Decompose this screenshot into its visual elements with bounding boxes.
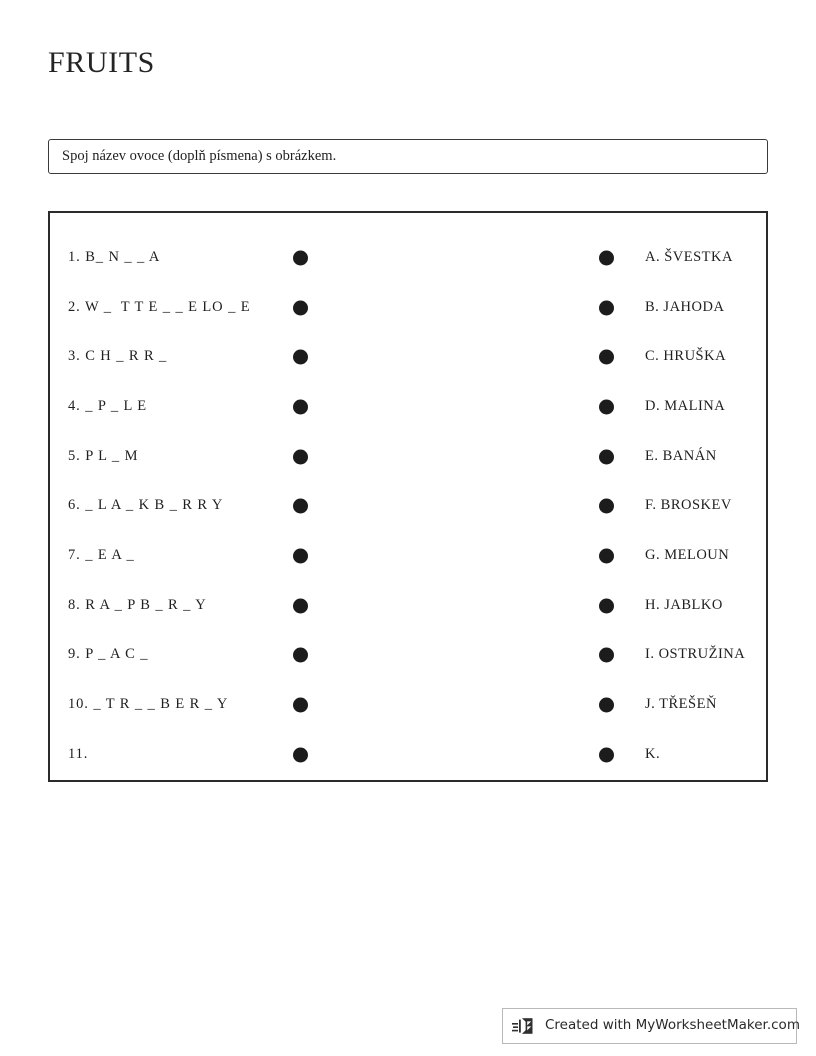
matching-row [50, 531, 766, 581]
answer-option-label: C. HRUŠKA [645, 348, 727, 365]
connector-dot-right[interactable] [599, 449, 614, 464]
word-prompt-label: 3. C H _ R R _ [68, 348, 168, 365]
word-prompt-label: 7. _ E A _ [68, 547, 135, 563]
answer-option-label: H. JABLKO [645, 596, 723, 613]
word-prompt-label: 1. B_ N _ _ A [68, 248, 161, 265]
connector-dot-left[interactable] [293, 648, 308, 663]
matching-row [50, 730, 766, 780]
answer-option-label: K. [645, 745, 661, 762]
connector-dot-left[interactable] [293, 250, 308, 265]
matching-rows [50, 213, 766, 780]
answer-option-label: E. BANÁN [645, 447, 717, 464]
page-title: FRUITS [48, 46, 155, 79]
answer-option-label: I. OSTRUŽINA [645, 646, 746, 663]
worksheet-maker-logo-icon [512, 1015, 538, 1037]
connector-dot-left[interactable] [293, 698, 308, 713]
matching-row [50, 233, 766, 283]
connector-dot-left[interactable] [293, 598, 308, 613]
word-prompt-label: 5. P L _ M [68, 447, 139, 464]
answer-option-label: D. MALINA [645, 397, 726, 414]
connector-dot-right[interactable] [599, 747, 614, 762]
answer-option-label: A. ŠVESTKA [645, 248, 733, 265]
word-prompt-label: 4. _ P _ L E [68, 397, 148, 414]
connector-dot-left[interactable] [293, 747, 308, 762]
connector-dot-left[interactable] [293, 548, 308, 563]
instruction-text: Spoj název ovoce (doplň písmena) s obrázkem. [62, 147, 337, 164]
connector-dot-left[interactable] [293, 350, 308, 365]
word-prompt-label: 10. _ T R _ _ B E R _ Y [68, 696, 229, 713]
word-prompt-label: 8. R A _ P B _ R _ Y [68, 596, 207, 613]
matching-row [50, 631, 766, 681]
connector-dot-left[interactable] [293, 399, 308, 414]
matching-row [50, 481, 766, 531]
connector-dot-right[interactable] [599, 250, 614, 265]
word-prompt-label: 6. _ L A _ K B _ R R Y [68, 497, 224, 514]
connector-dot-right[interactable] [599, 399, 614, 414]
matching-exercise-box [48, 211, 768, 782]
word-prompt-label: 2. W _ T T E _ _ E LO _ E [68, 298, 251, 315]
connector-dot-right[interactable] [599, 648, 614, 663]
matching-row [50, 283, 766, 333]
matching-row [50, 332, 766, 382]
matching-row [50, 680, 766, 730]
matching-row [50, 432, 766, 482]
connector-dot-left[interactable] [293, 499, 308, 514]
answer-option-label: J. TŘEŠEŇ [645, 696, 717, 713]
answer-option-label: B. JAHODA [645, 298, 725, 315]
connector-dot-right[interactable] [599, 350, 614, 365]
connector-dot-right[interactable] [599, 698, 614, 713]
connector-dot-left[interactable] [293, 300, 308, 315]
connector-dot-right[interactable] [599, 598, 614, 613]
footer-badge-text: Created with MyWorksheetMaker.com [545, 1017, 800, 1034]
connector-dot-right[interactable] [599, 548, 614, 563]
matching-row [50, 382, 766, 432]
footer-badge[interactable] [502, 1008, 800, 1044]
instruction-box [48, 139, 768, 174]
answer-option-label: F. BROSKEV [645, 497, 732, 514]
connector-dot-right[interactable] [599, 499, 614, 514]
connector-dot-left[interactable] [293, 449, 308, 464]
word-prompt-label: 11. [68, 745, 89, 762]
word-prompt-label: 9. P _ A C _ [68, 646, 149, 663]
answer-option-label: G. MELOUN [645, 547, 730, 563]
connector-dot-right[interactable] [599, 300, 614, 315]
matching-row [50, 581, 766, 631]
